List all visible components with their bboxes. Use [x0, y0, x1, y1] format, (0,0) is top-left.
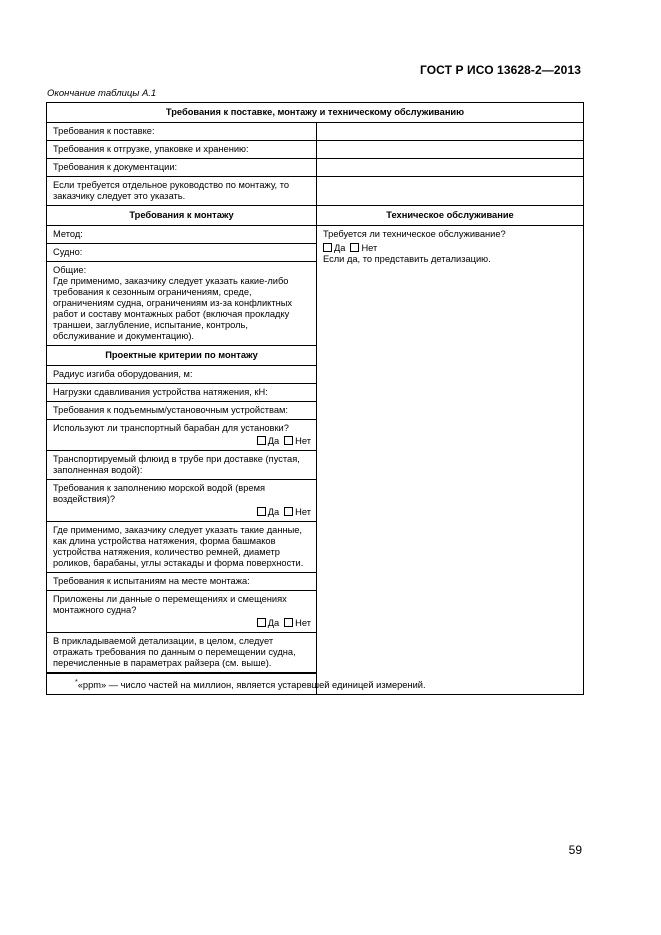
answer-options	[53, 618, 311, 629]
yes-checkbox[interactable]	[323, 243, 332, 252]
table-caption: Окончание таблицы А.1	[47, 88, 157, 99]
row-label: Радиус изгиба оборудования, м:	[47, 366, 317, 384]
row-label: Требования к документации:	[47, 159, 317, 177]
row-label: Общие: Где применимо, заказчику следует указать какие-либо требования к сезонным ограничениям, среде, ограничениям судна, ограничениям из-за конфликтных работ и составу монтажных работ (включая прокладку траншеи, заглубление, испытание, контроль, обслуживание и документацию).	[47, 262, 317, 346]
maintenance-cell	[317, 226, 584, 695]
row-label: Требования к отгрузке, упаковке и хранению:	[47, 141, 317, 159]
row-question	[47, 420, 317, 451]
yes-label: Да	[334, 243, 346, 253]
question-text: Используют ли транспортный барабан для установки?	[53, 423, 289, 433]
yes-label: Да	[267, 618, 280, 628]
no-checkbox[interactable]	[284, 436, 293, 445]
section-title-maintenance: Техническое обслуживание	[317, 206, 584, 226]
row-label: Требования к поставке:	[47, 123, 317, 141]
maintenance-note: Если да, то представить детализацию.	[323, 254, 491, 264]
page-number: 59	[568, 843, 582, 857]
no-label: Нет	[295, 436, 311, 446]
row-label: Транспортируемый флюид в трубе при доставке (пустая, заполненная водой):	[47, 451, 317, 480]
row-label: Где применимо, заказчику следует указать такие данные, как длина устройства натяжения, форма башмаков устройства натяжения, количество ремней, диаметр роликов, барабаны, углы эстакады и форма поверхности.	[47, 522, 317, 573]
row-label: В прикладываемой детализации, в целом, следует отражать требования по данным о перемещении судна, перечисленные в параметрах райзера (см. выше).	[47, 633, 317, 673]
row-value	[317, 177, 584, 206]
yes-checkbox[interactable]	[257, 507, 266, 516]
no-label: Нет	[295, 507, 311, 517]
answer-options	[53, 436, 311, 447]
row-label: Требования к испытаниям на месте монтажа:	[47, 573, 317, 591]
row-question	[47, 480, 317, 522]
no-label: Нет	[295, 618, 311, 628]
footnote-text: «ppm» — число частей на миллион, является устаревшей единицей измерений.	[77, 680, 426, 691]
row-label: Нагрузки сдавливания устройства натяжения, кН:	[47, 384, 317, 402]
standard-designation: ГОСТ Р ИСО 13628-2—2013	[419, 63, 581, 77]
table-row	[47, 123, 584, 141]
answer-options	[53, 507, 311, 518]
section-title-installation: Требования к монтажу	[47, 206, 317, 226]
row-value	[317, 141, 584, 159]
table-row	[47, 226, 584, 244]
question-text: Приложены ли данные о перемещениях и смещениях монтажного судна?	[53, 594, 287, 615]
requirements-table	[46, 102, 584, 695]
row-value	[317, 123, 584, 141]
row-label: Судно:	[47, 244, 317, 262]
no-checkbox[interactable]	[284, 618, 293, 627]
yes-label: Да	[267, 507, 280, 517]
no-checkbox[interactable]	[284, 507, 293, 516]
row-label: Метод:	[47, 226, 317, 244]
yes-checkbox[interactable]	[257, 436, 266, 445]
maintenance-question: Требуется ли техническое обслуживание?	[323, 229, 506, 239]
row-label: Если требуется отдельное руководство по монтажу, то заказчику следует это указать.	[47, 177, 317, 206]
table-row	[47, 159, 584, 177]
maintenance-options	[323, 243, 578, 254]
yes-label: Да	[267, 436, 280, 446]
row-question	[47, 591, 317, 633]
table-row	[47, 141, 584, 159]
yes-checkbox[interactable]	[257, 618, 266, 627]
footnote	[47, 674, 584, 695]
section-title-design-criteria: Проектные критерии по монтажу	[47, 346, 317, 366]
table-row	[47, 177, 584, 206]
no-checkbox[interactable]	[350, 243, 359, 252]
row-value	[317, 159, 584, 177]
no-label: Нет	[361, 243, 378, 253]
footnote-mark: *	[75, 679, 78, 686]
question-text: Требования к заполнению морской водой (время воздействия)?	[53, 483, 266, 504]
row-label: Требования к подъемным/установочным устройствам:	[47, 402, 317, 420]
section-title-delivery: Требования к поставке, монтажу и техническому обслуживанию	[47, 103, 584, 123]
